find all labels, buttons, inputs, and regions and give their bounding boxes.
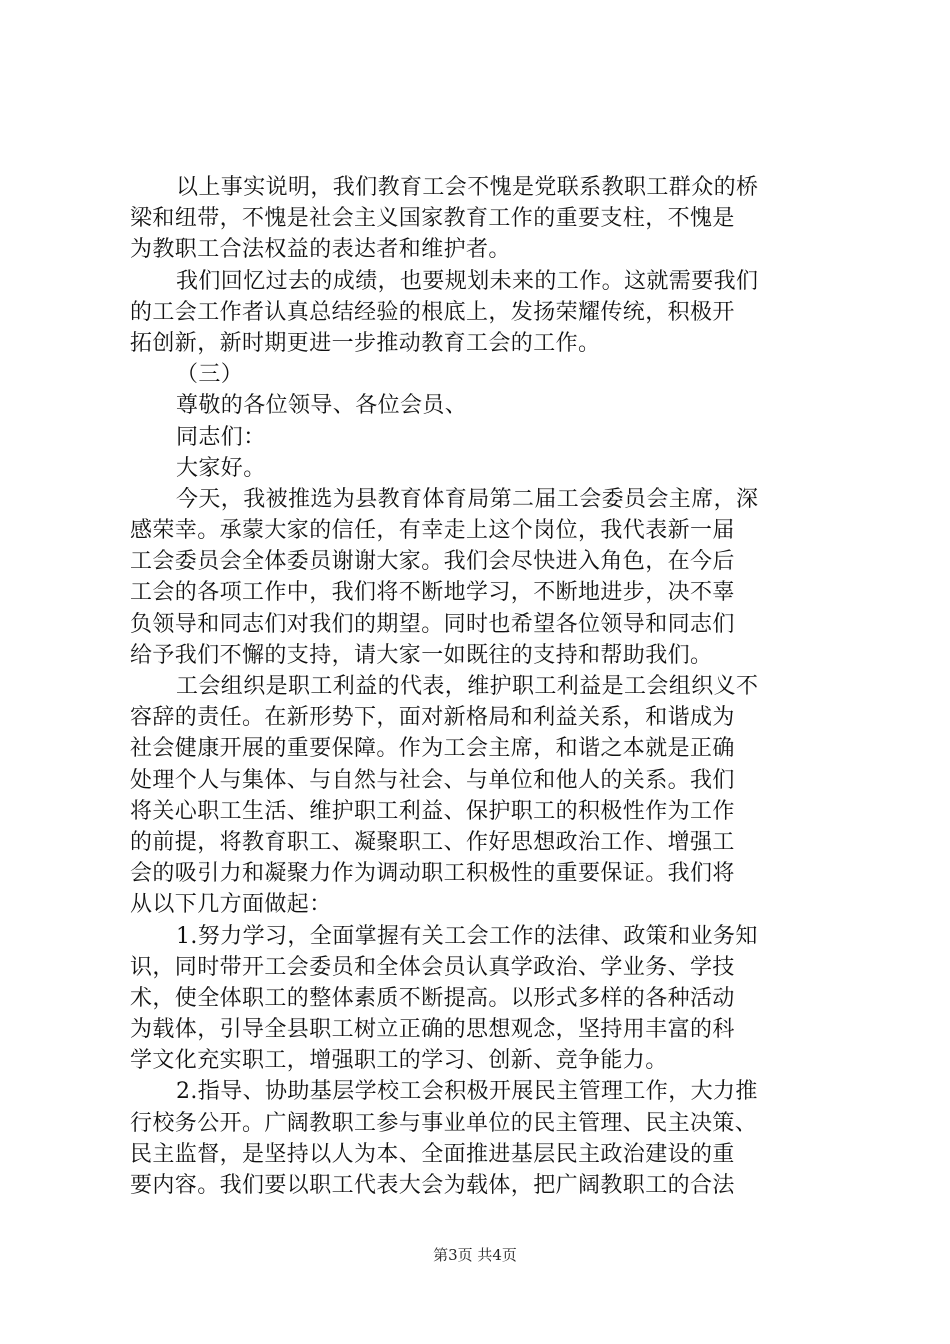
text-line: 同志们： bbox=[176, 424, 266, 450]
text-line: 尊敬的各位领导、各位会员、 bbox=[176, 393, 468, 419]
text-line: 的工会工作者认真总结经验的根底上，发扬荣耀传统，积极开 bbox=[130, 299, 735, 325]
document-body bbox=[130, 172, 830, 1201]
text-line: 感荣幸。承蒙大家的信任，有幸走上这个岗位，我代表新一届 bbox=[130, 518, 735, 544]
text-line: 会的吸引力和凝聚力作为调动职工积极性的重要保证。我们将 bbox=[130, 861, 735, 887]
text-line: 1.努力学习，全面掌握有关工会工作的法律、政策和业务知 bbox=[176, 923, 758, 949]
text-line: 学文化充实职工，增强职工的学习、创新、竞争能力。 bbox=[130, 1048, 668, 1074]
text-line: 今天，我被推选为县教育体育局第二届工会委员会主席，深 bbox=[176, 486, 759, 512]
text-line: （三） bbox=[176, 362, 244, 388]
text-line: 负领导和同志们对我们的期望。同时也希望各位领导和同志们 bbox=[130, 611, 735, 637]
text-line: 梁和纽带，不愧是社会主义国家教育工作的重要支柱，不愧是 bbox=[130, 206, 735, 232]
text-line: 识，同时带开工会委员和全体会员认真学政治、学业务、学技 bbox=[130, 954, 735, 980]
text-line: 给予我们不懈的支持，请大家一如既往的支持和帮助我们。 bbox=[130, 642, 713, 668]
text-line: 术，使全体职工的整体素质不断提高。以形式多样的各种活动 bbox=[130, 985, 735, 1011]
text-line: 2.指导、协助基层学校工会积极开展民主管理工作，大力推 bbox=[176, 1079, 758, 1105]
text-line: 以上事实说明，我们教育工会不愧是党联系教职工群众的桥 bbox=[176, 175, 759, 200]
text-line: 行校务公开。广阔教职工参与事业单位的民主管理、民主决策、 bbox=[130, 1110, 758, 1136]
text-line: 工会的各项工作中，我们将不断地学习，不断地进步，决不辜 bbox=[130, 580, 735, 606]
text-line: 大家好。 bbox=[176, 455, 266, 481]
text-line: 社会健康开展的重要保障。作为工会主席，和谐之本就是正确 bbox=[130, 736, 735, 762]
text-line: 处理个人与集体、与自然与社会、与单位和他人的关系。我们 bbox=[130, 767, 735, 793]
text-line: 民主监督，是坚持以人为本、全面推进基层民主政治建设的重 bbox=[130, 1141, 735, 1167]
text-line: 拓创新，新时期更进一步推动教育工会的工作。 bbox=[130, 330, 601, 356]
text-line: 工会委员会全体委员谢谢大家。我们会尽快进入角色，在今后 bbox=[130, 549, 735, 575]
text-line: 工会组织是职工利益的代表，维护职工利益是工会组织义不 bbox=[176, 674, 759, 699]
text-line: 容辞的责任。在新形势下，面对新格局和利益关系，和谐成为 bbox=[130, 705, 735, 731]
text-line: 要内容。我们要以职工代表大会为载体，把广阔教职工的合法 bbox=[130, 1173, 735, 1198]
text-line: 将关心职工生活、维护职工利益、保护职工的积极性作为工作 bbox=[130, 798, 735, 824]
text-line: 为载体，引导全县职工树立正确的思想观念，坚持用丰富的科 bbox=[130, 1017, 735, 1043]
text-line: 从以下几方面做起： bbox=[130, 892, 332, 918]
text-line: 为教职工合法权益的表达者和维护者。 bbox=[130, 237, 511, 263]
page-footer: 第3页 共4页 bbox=[433, 1246, 517, 1264]
text-line: 我们回忆过去的成绩，也要规划未来的工作。这就需要我们 bbox=[176, 268, 759, 294]
text-line: 的前提，将教育职工、凝聚职工、作好思想政治工作、增强工 bbox=[130, 829, 735, 855]
